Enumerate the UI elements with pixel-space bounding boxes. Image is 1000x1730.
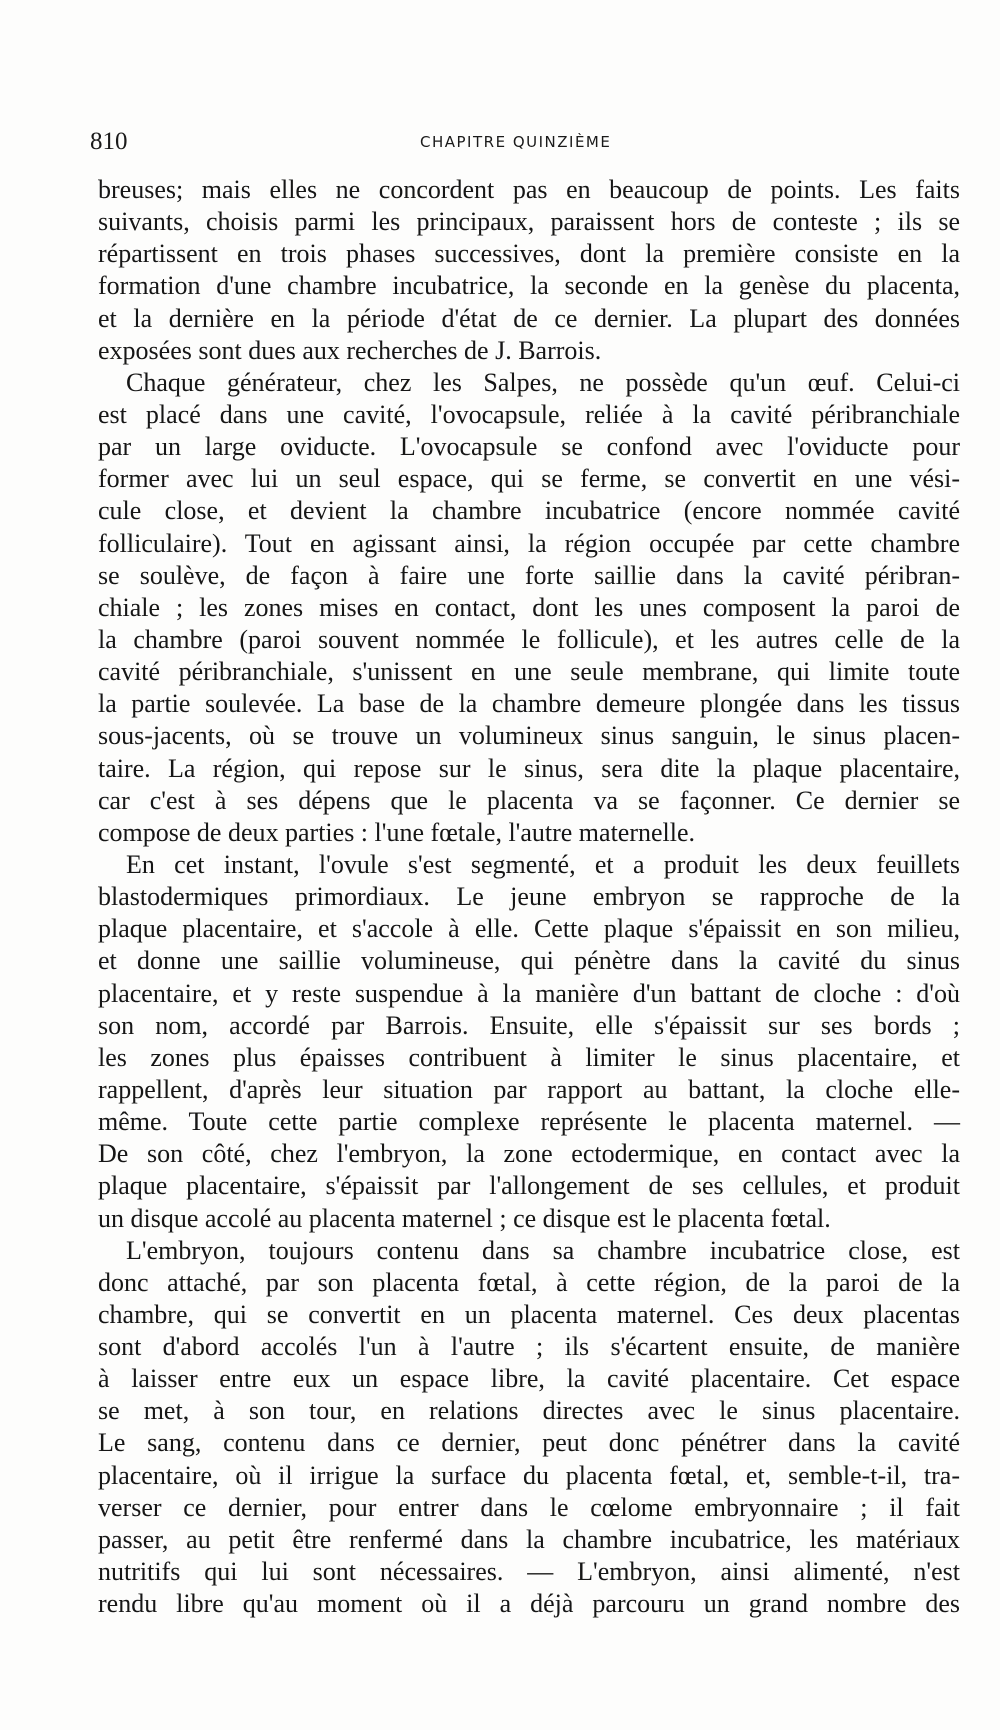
text-line: former avec lui un seul espace, qui se ferme, se convertit en une vési- <box>98 464 960 494</box>
paragraph-start-line: En cet instant, l'ovule s'est segmenté, et a produit les deux feuillets <box>126 849 960 879</box>
text-line: et donne une saillie volumineuse, qui pénètre dans la cavité du sinus <box>98 946 960 976</box>
text-line: sous-jacents, où se trouve un volumineux sinus sanguin, le sinus placen- <box>98 721 960 751</box>
text-line: plaque placentaire, s'épaissit par l'allongement de ses cellules, et produit <box>98 1171 960 1201</box>
text-line: plaque placentaire, et s'accole à elle. Cette plaque s'épaissit en son milieu, <box>98 914 960 944</box>
text-line: son nom, accordé par Barrois. Ensuite, elle s'épaissit sur ses bords ; <box>98 1010 960 1040</box>
running-head <box>90 128 960 158</box>
text-line: cule close, et devient la chambre incubatrice (encore nommée cavité <box>98 496 960 526</box>
text-line: passer, au petit être renfermé dans la chambre incubatrice, les matériaux <box>98 1524 960 1554</box>
text-line: folliculaire). Tout en agissant ainsi, la région occupée par cette chambre <box>98 528 960 558</box>
text-line: Le sang, contenu dans ce dernier, peut donc pénétrer dans la cavité <box>98 1428 960 1458</box>
page-number: 810 <box>90 128 128 155</box>
text-line: est placé dans une cavité, l'ovocapsule, reliée à la cavité péribranchiale <box>98 399 960 429</box>
text-line: se met, à son tour, en relations directes avec le sinus placentaire. <box>98 1396 960 1426</box>
text-line: taire. La région, qui repose sur le sinus, sera dite la plaque placentaire, <box>98 753 960 783</box>
text-line: se soulève, de façon à faire une forte saillie dans la cavité péribran- <box>98 560 960 590</box>
text-line: placentaire, où il irrigue la surface du placenta fœtal, et, semble-t-il, tra- <box>98 1460 960 1490</box>
text-line: compose de deux parties : l'une fœtale, l'autre maternelle. <box>98 817 696 847</box>
text-line: même. Toute cette partie complexe représente le placenta maternel. — <box>98 1107 960 1137</box>
paragraph-start-line: Chaque générateur, chez les Salpes, ne possède qu'un œuf. Celui-ci <box>126 367 960 397</box>
text-line: breuses; mais elles ne concordent pas en beaucoup de points. Les faits <box>98 175 960 204</box>
text-line: par un large oviducte. L'ovocapsule se confond avec l'oviducte pour <box>98 432 960 462</box>
text-line: chambre, qui se convertit en un placenta maternel. Ces deux placentas <box>98 1299 960 1329</box>
text-line: car c'est à ses dépens que le placenta va se façonner. Ce dernier se <box>98 785 960 815</box>
text-line: De son côté, chez l'embryon, la zone ectodermique, en contact avec la <box>98 1139 960 1169</box>
text-line: donc attaché, par son placenta fœtal, à cette région, de la paroi de la <box>98 1267 960 1297</box>
text-line: la partie soulevée. La base de la chambre demeure plongée dans les tissus <box>98 689 960 719</box>
text-line: exposées sont dues aux recherches de J. Barrois. <box>98 335 602 365</box>
text-line: à laisser entre eux un espace libre, la cavité placentaire. Cet espace <box>98 1364 960 1394</box>
text-line: formation d'une chambre incubatrice, la seconde en la genèse du placenta, <box>98 271 960 301</box>
text-line: sont d'abord accolés l'un à l'autre ; ils s'écartent ensuite, de manière <box>98 1332 960 1362</box>
text-line: rendu libre qu'au moment où il a déjà parcouru un grand nombre des <box>98 1589 960 1619</box>
chapter-title: CHAPITRE QUINZIÈME <box>420 133 612 151</box>
body-text <box>98 174 960 1620</box>
text-line: nutritifs qui lui sont nécessaires. — L'embryon, ainsi alimenté, n'est <box>98 1557 960 1587</box>
text-line: chiale ; les zones mises en contact, dont les unes composent la paroi de <box>98 592 960 622</box>
text-line: cavité péribranchiale, s'unissent en une seule membrane, qui limite toute <box>98 657 960 687</box>
text-line: répartissent en trois phases successives, dont la première consiste en la <box>98 239 960 269</box>
text-line: blastodermiques primordiaux. Le jeune embryon se rapproche de la <box>98 882 960 912</box>
text-line: rappellent, d'après leur situation par rapport au battant, la cloche elle- <box>98 1074 960 1104</box>
text-line: verser ce dernier, pour entrer dans le cœlome embryonnaire ; il fait <box>98 1492 960 1522</box>
text-line: un disque accolé au placenta maternel ; ce disque est le placenta fœtal. <box>98 1203 831 1233</box>
text-line: placentaire, et y reste suspendue à la manière d'un battant de cloche : d'où <box>98 978 960 1008</box>
text-line: les zones plus épaisses contribuent à limiter le sinus placentaire, et <box>98 1042 960 1072</box>
text-line: suivants, choisis parmi les principaux, paraissent hors de conteste ; ils se <box>98 207 960 237</box>
text-line: et la dernière en la période d'état de ce dernier. La plupart des données <box>98 303 960 333</box>
paragraph-start-line: L'embryon, toujours contenu dans sa chambre incubatrice close, est <box>126 1235 960 1265</box>
text-line: la chambre (paroi souvent nommée le follicule), et les autres celle de la <box>98 624 960 654</box>
